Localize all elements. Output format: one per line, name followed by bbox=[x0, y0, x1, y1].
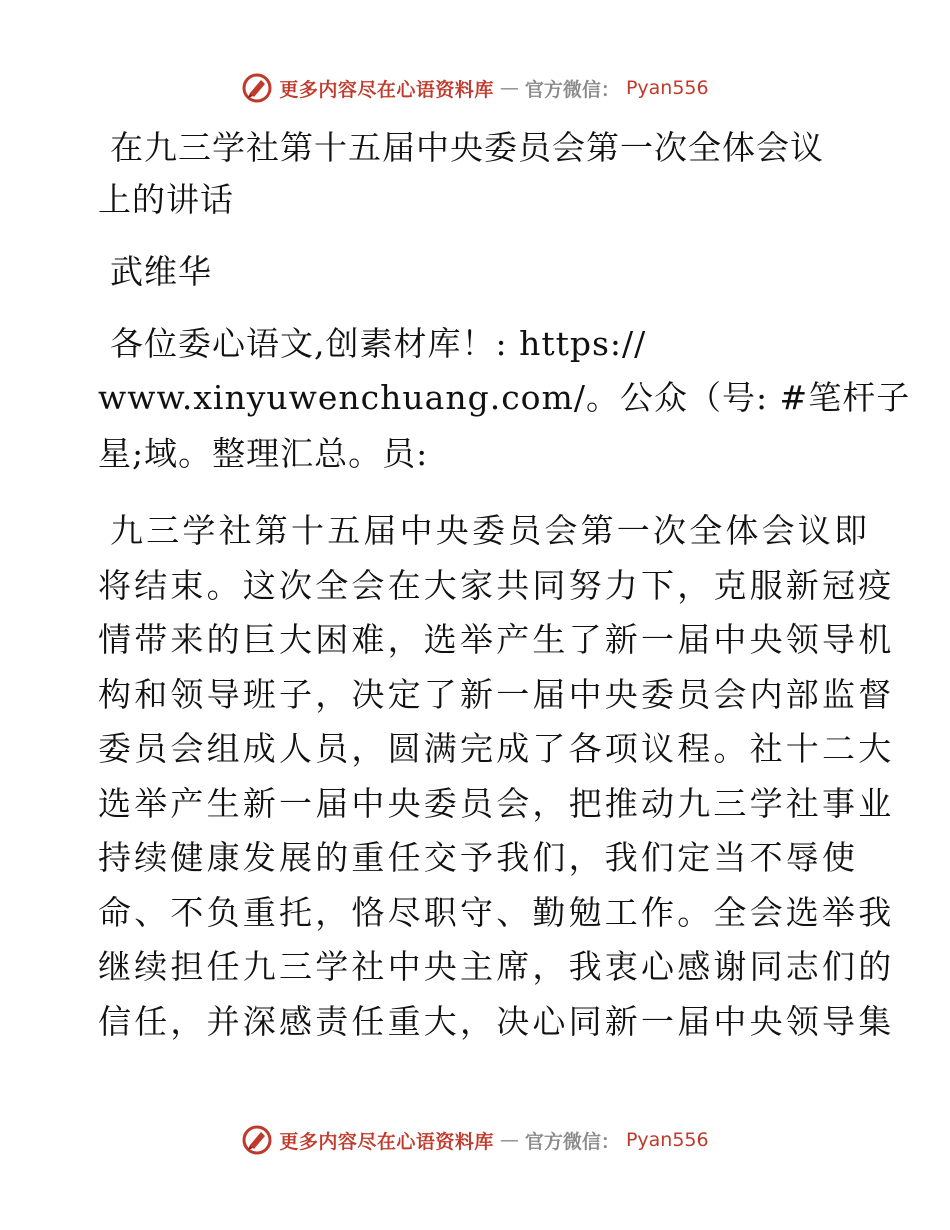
document-author: 武维华 bbox=[110, 252, 212, 291]
watermark-separator: — bbox=[499, 1129, 519, 1151]
document-title-line-1: 在九三学社第十五届中央委员会第一次全体会议 bbox=[110, 128, 824, 167]
header-watermark bbox=[0, 68, 950, 108]
watermark-wechat-id: Pyan556 bbox=[625, 77, 709, 99]
watermark-brand-text: 更多内容尽在心语资料库 bbox=[279, 1130, 494, 1153]
paragraph-line: 选举产生新一届中央委员会，把推动九三学社事业 bbox=[98, 783, 895, 823]
footer-watermark bbox=[0, 1120, 950, 1160]
salutation-line-2: www.xinyuwenchuang.com/。公众（号: #笔杆子 bbox=[98, 378, 911, 417]
paragraph-line: 情带来的巨大困难，选举产生了新一届中央领导机 bbox=[98, 620, 895, 659]
document-title-line-2: 上的讲话 bbox=[98, 180, 234, 219]
paragraph-line: 继续担任九三学社中央主席，我衷心感谢同志们的 bbox=[98, 947, 895, 986]
watermark-official-label: 官方微信： bbox=[524, 78, 620, 101]
paragraph-line: 信任，并深感责任重大，决心同新一届中央领导集 bbox=[98, 1001, 895, 1041]
paragraph-line: 持续健康发展的重任交予我们，我们定当不辱使 bbox=[98, 838, 859, 877]
watermark-wechat-id: Pyan556 bbox=[625, 1129, 709, 1151]
brand-logo-icon bbox=[241, 72, 273, 104]
watermark-separator: — bbox=[499, 77, 519, 99]
watermark-official-label: 官方微信： bbox=[524, 1130, 620, 1153]
watermark-brand-text: 更多内容尽在心语资料库 bbox=[279, 78, 494, 101]
document-body bbox=[98, 122, 911, 1049]
salutation-line-1: 各位委心语文,创素材库！: https:// bbox=[110, 324, 647, 363]
paragraph-line: 九三学社第十五届中央委员会第一次全体会议即 bbox=[110, 511, 871, 550]
paragraph-line: 命、不负重托，恪尽职守、勤勉工作。全会选举我 bbox=[98, 892, 895, 932]
paragraph-line: 将结束。这次全会在大家共同努力下，克服新冠疫 bbox=[98, 565, 895, 605]
salutation-line-3: 星;域。整理汇总。员: bbox=[98, 434, 429, 473]
paragraph-line: 构和领导班子，决定了新一届中央委员会内部监督 bbox=[98, 674, 895, 714]
paragraph-line: 委员会组成人员，圆满完成了各项议程。社十二大 bbox=[98, 729, 895, 768]
brand-logo-icon bbox=[241, 1124, 273, 1156]
